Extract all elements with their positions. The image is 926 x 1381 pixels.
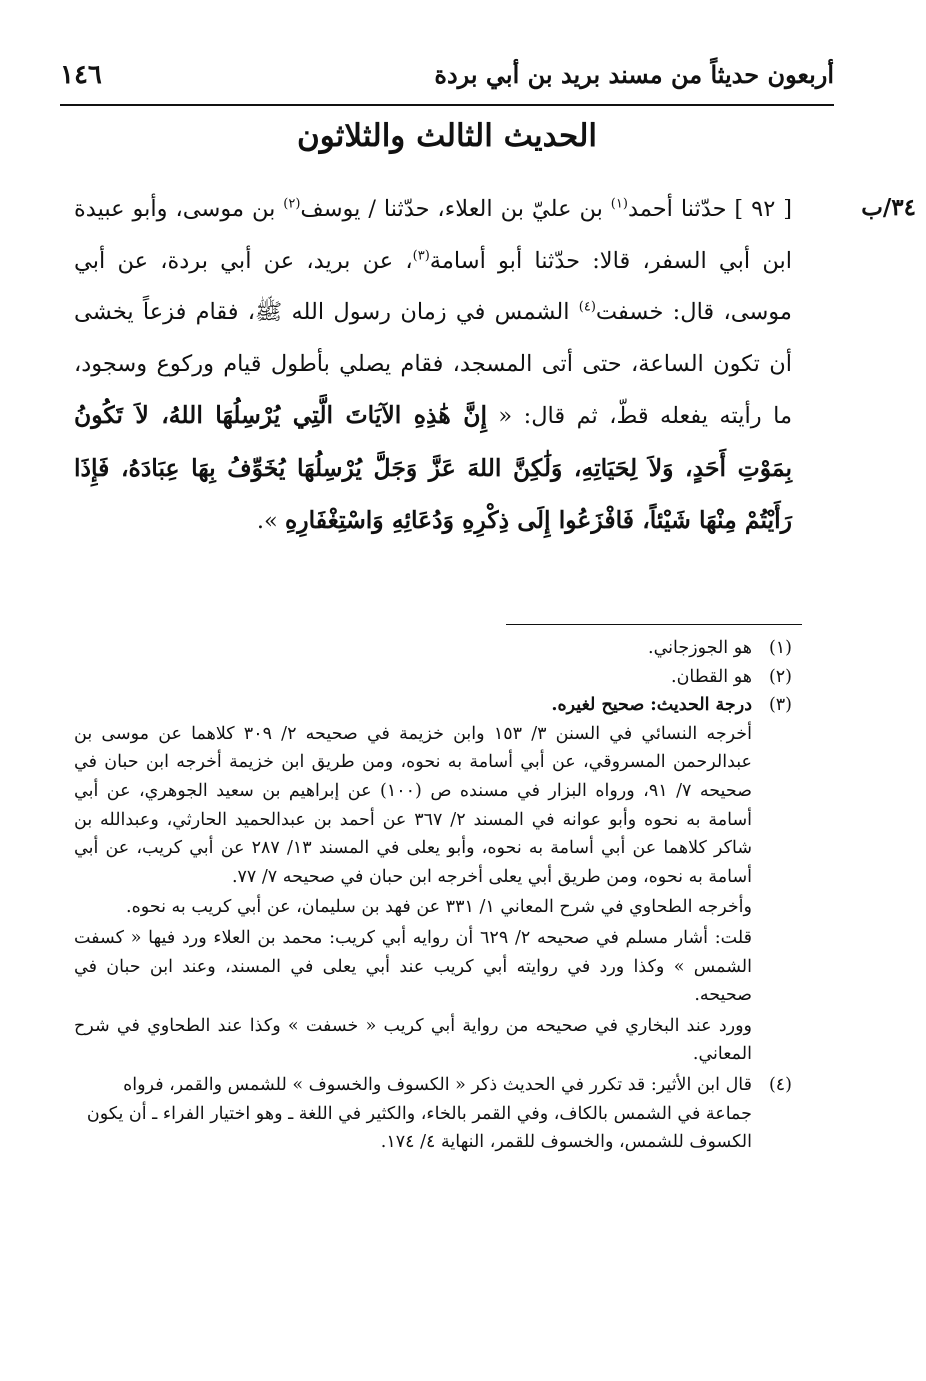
footnote-text: هو القطان.	[671, 666, 752, 687]
footnote-ref-4: (٤)	[578, 299, 596, 315]
manuscript-folio-marker: ٣٤/ب	[861, 194, 916, 221]
footnote-text: قال ابن الأثير: قد تكرر في الحديث ذكر « الكسوف والخسوف » للشمس والقمر، فرواه جماعة في الشمس بالكاف، وفي القمر بالخاء، والكثير في اللغة ـ وهو اختيار الفراء ـ أن يكون الكسوف للشمس، والخسوف للقمر، النهاية ٤/ ١٧٤.	[86, 1074, 752, 1153]
footnote-number: (٤)	[768, 1074, 792, 1095]
footnote-separator	[506, 624, 802, 625]
prophetic-quote: إِنَّ هَٰذِهِ الآيَاتَ الَّتِي يُرْسِلُهَا اللهُ، لاَ تَكُونُ بِمَوْتِ أَحَدٍ، وَلاَ لِحَيَاتِهِ، وَلَٰكِنَّ اللهَ عَزَّ وَجَلَّ يُرْسِلُهَا يُخَوِّفُ بِهَا عِبَادَهُ، فَإِذَا رَأَيْتُمْ مِنْهَا شَيْئاً، فَافْزَعُوا إِلَى ذِكْرِهِ وَدُعَائِهِ وَاسْتِغْفَارِهِ	[74, 401, 792, 534]
footnotes	[74, 634, 792, 1157]
footnote-3	[74, 691, 792, 720]
hadith-segment-a: بن عليّ بن العلاء، حدّثنا / يوسف	[300, 196, 611, 222]
footnote-number: (١)	[768, 638, 792, 658]
hadith-paragraph	[74, 184, 792, 548]
running-head	[60, 60, 834, 100]
hadith-segment-d: الشمس في زمان رسول الله ﷺ، فقام فزعاً يخشى أن تكون الساعة، حتى أتى المسجد، فقام يصلي بأطول قيام وركوع وسجود، ما رأيته يفعله قطّ، ثم قال: «	[74, 299, 792, 429]
header-rule	[60, 104, 834, 106]
footnote-3-note: قلت: أشار مسلم في صحيحه ٢/ ٦٢٩ أن روايه أبي كريب: محمد بن العلاء ورد فيها « كسفت الشمس » وكذا ورد في روايته أبي كريب عند أبي يعلى في المسند، وعند ابن حبان في صحيحه.	[74, 927, 752, 1006]
hadith-closing: ».	[256, 508, 285, 534]
page-number: ١٤٦	[60, 60, 102, 90]
footnote-number: (٣)	[768, 695, 792, 716]
footnote-number: (٢)	[768, 666, 792, 687]
footnote-3-bukhari: وورد عند البخاري في صحيحه من رواية أبي كريب « خسفت » وكذا عند الطحاوي في شرح المعاني.	[74, 1015, 752, 1065]
hadith-text	[74, 184, 792, 548]
running-title: أربعون حديثاً من مسند بريد بن أبي بردة	[434, 60, 834, 89]
footnote-ref-3: (٣)	[412, 248, 430, 263]
footnote-text: هو الجوزجاني.	[648, 638, 752, 658]
footnote-ref-2: (٢)	[283, 196, 301, 212]
hadith-grade: درجة الحديث: صحيح لغيره.	[551, 695, 752, 716]
hadith-segment-c: ، عن بريد، عن أبي بردة، عن أبي موسى، قال: خسفت	[74, 247, 792, 325]
hadith-intro: [ ٩٢ ] حدّثنا أحمد	[627, 196, 793, 222]
footnote-ref-1: (١)	[610, 196, 628, 212]
footnote-4	[74, 1069, 792, 1157]
footnote-3-takhrij: أخرجه النسائي في السنن ٣/ ١٥٣ وابن خزيمة في صحيحه ٢/ ٣٠٩ كلاهما عن موسى بن عبدالرحمن المسروقي، عن أبي أسامة به نحوه، ومن طريق ابن خزيمة أخرجه ابن حبان في صحيحه ٧/ ٩١، ورواه البزار في مسنده ص (١٠٠) عن إبراهيم بن سعيد الجوهري، عن أبي أسامة به نحوه وأبو عوانه في المسند ٢/ ٣٦٧ عن أحمد بن عبدالحميد الحارثي، وعبدالله بن شاكر كلاهما عن أبي أسامة به نحوه، وأبو يعلى في المسند ١٣/ ٢٨٧ عن أبي كريب، عن أبي أسامة به نحوه، ومن طريق أبي يعلى أخرجه ابن حبان في صحيحه ٧/ ٧٧.	[74, 723, 752, 887]
chapter-title: الحديث الثالث والثلاثون	[296, 118, 598, 154]
hadith-segment-b: بن موسى، وأبو عبيدة ابن أبي السفر، قالا: حدّثنا أبو أسامة	[74, 196, 793, 274]
footnote-1	[74, 634, 792, 663]
footnote-2	[74, 663, 792, 692]
footnote-3-tahawi: وأخرجه الطحاوي في شرح المعاني ١/ ٣٣١ عن فهد بن سليمان، عن أبي كريب به نحوه.	[126, 897, 752, 918]
